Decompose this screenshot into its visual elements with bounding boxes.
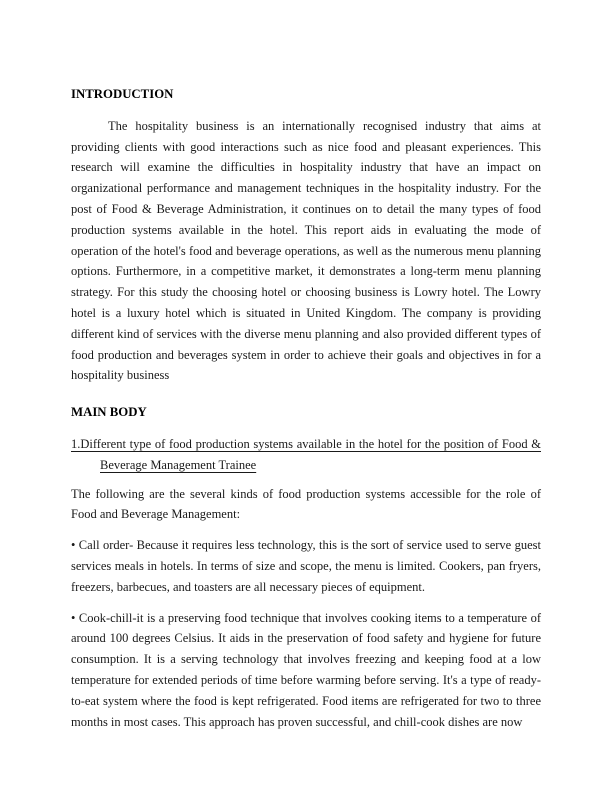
heading-introduction: INTRODUCTION [71, 87, 174, 101]
section1-lead: The following are the several kinds of food production systems accessible for the role of Food and Beverage Management: [71, 486, 541, 522]
bullet-call-order: • Call order- Because it requires less technology, this is the sort of service used to serve guest services meals in hotels. In terms of size and scope, the menu is limited. Cookers, pan fryers, freezers, barbecues, and toasters are all necessary pieces of equipment. [71, 538, 541, 594]
heading-main-body: MAIN BODY [71, 405, 147, 420]
bullet-cook-chill: • Cook-chill-it is a preserving food technique that involves cooking items to a temperature of around 100 degrees Celsius. It aids in the preservation of food safety and hygiene for future consumption. It is a serving technology that involves freezing and keeping food at a low temperature for extended periods of time before warming before serving. It's a type of ready-to-eat system where the food is kept refrigerated. Food items are refrigerated for two to three months in most cases. This approach has proven successful, and chill-cook dishes are now [71, 610, 541, 729]
section1-heading: 1.Different type of food production systems available in the hotel for the position of Food & Beverage Management Trainee [71, 436, 541, 472]
intro-paragraph: The hospitality business is an internationally recognised industry that aims at providing clients with good interactions such as nice food and pleasant experiences. This research will examine the difficulties in hospitality industry that have an impact on organizational performance and management techniques in the hospitality industry. For the post of Food & Beverage Administration, it continues on to detail the many types of food production systems available in the hotel. This report aids in evaluating the mode of operation of the hotel's food and beverage operations, as well as the numerous menu planning options. Furthermore, in a competitive market, it demonstrates a long-term menu planning strategy. For this study the choosing hotel or choosing business is Lowry hotel. The Lowry hotel is a luxury hotel which is situated in United Kingdom. The company is providing different kind of services with the diverse menu planning and also provided different types of food production and beverages system in order to achieve their goals and objectives in for a hospitality business [71, 118, 541, 383]
